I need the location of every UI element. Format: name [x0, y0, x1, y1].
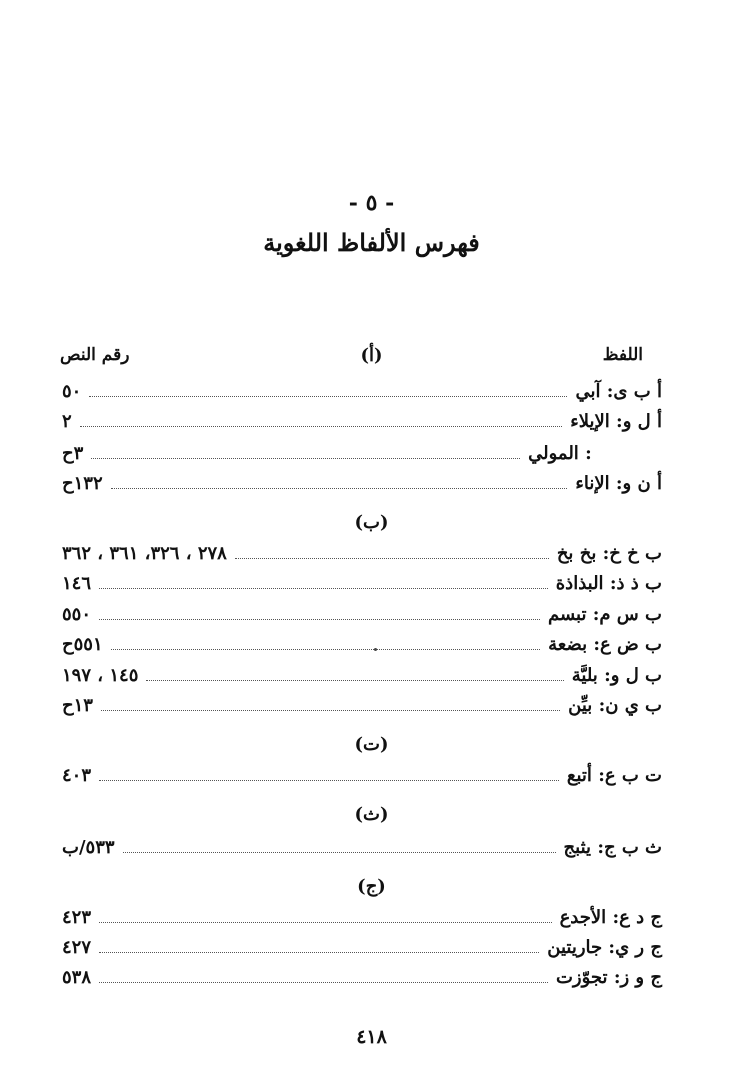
number-column-header: رقم النص: [60, 345, 130, 365]
index-entry: [62, 538, 662, 568]
dot-leader: [91, 457, 520, 459]
entry-word: بخ بخ: [556, 542, 597, 564]
entry-root: ج ر ي:: [608, 936, 662, 958]
index-entry: [62, 660, 662, 690]
entry-word: الأجدع: [559, 906, 607, 928]
dot-leader: [99, 981, 548, 983]
index-entry: [62, 962, 662, 992]
entry-word: يثبج: [563, 836, 592, 858]
entry-refs: ٤٢٧: [62, 936, 92, 958]
index-entry: [62, 902, 662, 932]
dot-leader: [111, 648, 541, 650]
letter-heading-ba: (ب): [354, 512, 389, 533]
letter-heading-alif: (أ): [360, 345, 383, 366]
index-entry: [62, 568, 662, 598]
letter-heading-tha: (ث): [354, 804, 389, 825]
word-column-header: اللفظ: [602, 345, 643, 365]
index-entry: [62, 690, 662, 720]
entry-word: تجوّزت: [555, 966, 608, 988]
entry-root: ب ي ن:: [598, 694, 662, 716]
index-entry: [62, 760, 662, 790]
dot-leader: [99, 618, 540, 620]
entry-refs: ٥٥١ح: [62, 633, 103, 655]
entry-root: ث ب ج:: [597, 836, 662, 858]
entry-refs: ١٤٦: [62, 572, 92, 594]
section-number: - ٥ -: [348, 190, 395, 216]
dot-leader: [99, 587, 548, 589]
entry-root: أ ب ى:: [606, 380, 662, 402]
entry-refs: ١٣٢ح: [62, 472, 103, 494]
entry-word: بليَّة: [571, 664, 598, 686]
dot-leader: [89, 395, 567, 397]
dot-leader: [80, 425, 563, 427]
dot-leader: [99, 779, 559, 781]
dot-leader: [235, 557, 549, 559]
entry-root: ب ل و:: [604, 664, 662, 686]
scan-speck: [374, 648, 377, 651]
entry-refs: ٢: [62, 410, 72, 432]
letter-heading-ta: (ت): [354, 734, 389, 755]
entry-root: ج د ع:: [612, 906, 662, 928]
entry-refs: ١٤٥ ، ١٩٧: [62, 664, 139, 686]
entry-refs: ٥٠: [62, 380, 82, 402]
dot-leader: [111, 487, 568, 489]
entry-root: ب ض ع:: [593, 633, 662, 655]
dot-leader: [99, 921, 552, 923]
entry-word: بضعة: [548, 633, 588, 655]
entry-refs: ٢٧٨ ، ٣٢٦، ٣٦١ ، ٣٦٢: [62, 542, 227, 564]
dot-leader: [146, 679, 563, 681]
entry-root: ب س م:: [592, 603, 662, 625]
entry-root: أ ن و:: [615, 472, 662, 494]
entry-word: تبسم: [547, 603, 587, 625]
entry-word: بيِّن: [568, 694, 593, 716]
page-number: ٤١٨: [356, 1026, 387, 1048]
entry-word: آبي: [575, 380, 601, 402]
index-entry: [62, 376, 662, 406]
letter-heading-jim: (ج): [357, 876, 386, 897]
dot-leader: [99, 951, 539, 953]
entry-refs: ٤٠٣: [62, 764, 92, 786]
entry-refs: ٥٣٨: [62, 966, 92, 988]
index-entry: [62, 932, 662, 962]
dot-leader: [123, 851, 556, 853]
index-entry: [62, 629, 662, 659]
entry-word: البذاذة: [555, 572, 604, 594]
entry-root: ب خ خ:: [602, 542, 662, 564]
entry-root: ت ب ع:: [598, 764, 662, 786]
entry-refs: ١٣ح: [62, 694, 93, 716]
entry-refs: ٥٥٠: [62, 603, 92, 625]
entry-root: ب ذ ذ:: [609, 572, 662, 594]
entry-refs: ٤٢٣: [62, 906, 92, 928]
entry-word: : المولي: [528, 442, 592, 464]
index-entry: [62, 438, 662, 468]
index-entry: [62, 468, 662, 498]
entry-root: ج و ز:: [613, 966, 662, 988]
entry-word: الإيلاء: [570, 410, 610, 432]
page-title: فهرس الألفاظ اللغوية: [263, 228, 480, 257]
entry-word: جاريتين: [547, 936, 603, 958]
dot-leader: [101, 709, 560, 711]
entry-root: أ ل و:: [616, 410, 662, 432]
entry-refs: ٣ح: [62, 442, 84, 464]
index-entry: [62, 406, 662, 436]
entry-word: الإناء: [575, 472, 610, 494]
entry-word: أتبع: [566, 764, 592, 786]
entry-refs: ٥٣٣/ب: [62, 836, 115, 858]
index-entry: [62, 832, 662, 862]
index-entry: [62, 599, 662, 629]
